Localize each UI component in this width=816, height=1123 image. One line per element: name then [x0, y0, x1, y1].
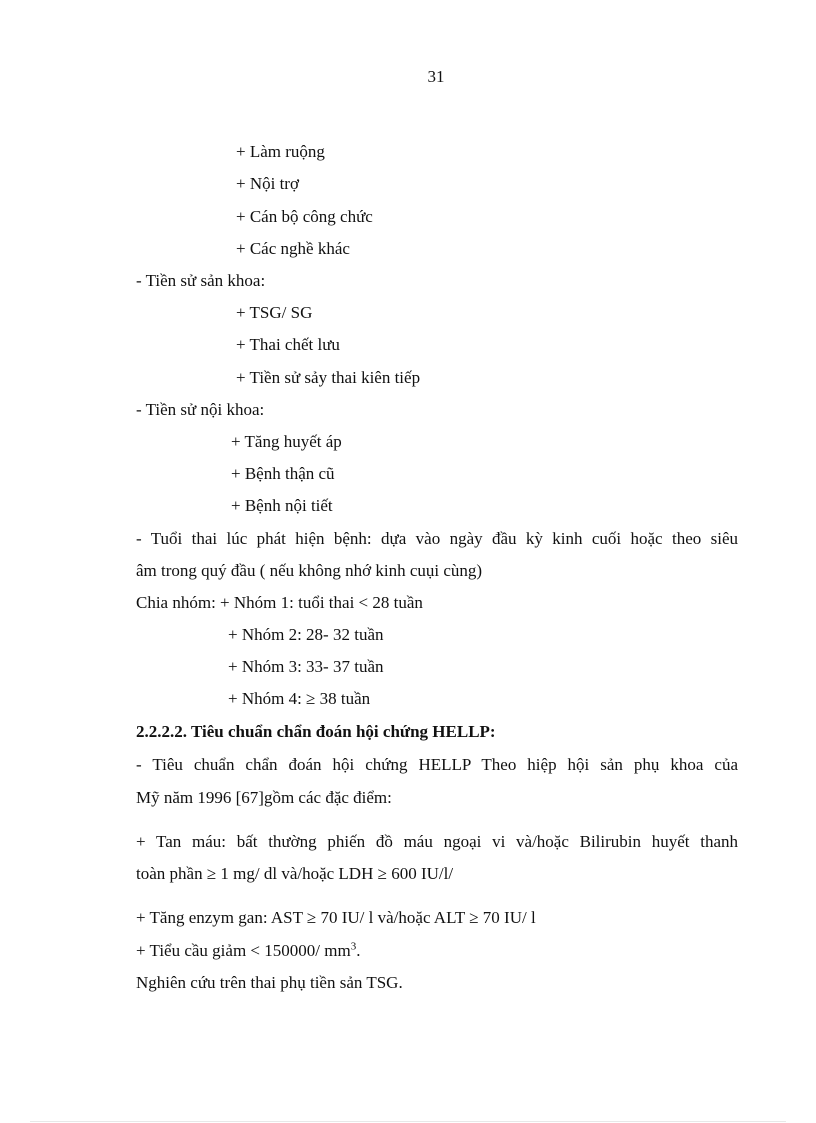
hellp-intro-line: Mỹ năm 1996 [67]gồm các đặc điểm:	[136, 788, 392, 807]
group-line: Chia nhóm: + Nhóm 1: tuổi thai < 28 tuần	[136, 593, 423, 612]
hemolysis-line: toàn phần ≥ 1 mg/ dl và/hoặc LDH ≥ 600 IU/l/	[136, 864, 454, 883]
liver-enzymes-line: + Tăng enzym gan: AST ≥ 70 IU/ l và/hoặc ALT ≥ 70 IU/ l	[136, 908, 536, 927]
list-item: + Thai chết lưu	[236, 335, 340, 354]
section-heading-medical: - Tiền sử nội khoa:	[136, 400, 265, 419]
list-item: + Nhóm 2: 28- 32 tuần	[228, 625, 384, 644]
gestational-age-paragraph-line: âm trong quý đầu ( nếu không nhớ kinh cuụi cùng)	[136, 561, 483, 580]
list-item: + Các nghề khác	[236, 239, 350, 258]
list-item: + Làm ruộng	[236, 142, 325, 161]
platelets-line	[136, 941, 360, 961]
gestational-age-paragraph-line: - Tuổi thai lúc phát hiện bệnh: dựa vào ngày đầu kỳ kinh cuối hoặc theo siêu	[136, 529, 738, 548]
platelets-superscript: 3	[350, 940, 357, 953]
hellp-intro-line: - Tiêu chuẩn chẩn đoán hội chứng HELLP Theo hiệp hội sản phụ khoa của	[136, 755, 738, 774]
list-item: + TSG/ SG	[236, 303, 313, 322]
list-item: + Nội trợ	[236, 174, 299, 193]
list-item: + Tăng huyết áp	[231, 432, 342, 451]
list-item: + Tiền sử sảy thai kiên tiếp	[236, 368, 421, 387]
platelets-end: .	[356, 941, 361, 960]
closing-line: Nghiên cứu trên thai phụ tiền sản TSG.	[136, 973, 403, 992]
list-item: + Bệnh thận cũ	[231, 464, 335, 483]
footer-rule	[30, 1121, 786, 1122]
platelets-text: + Tiểu cầu giảm < 150000/ mm	[136, 941, 351, 960]
list-item: + Cán bộ công chức	[236, 207, 373, 226]
section-heading-hellp: 2.2.2.2. Tiêu chuẩn chẩn đoán hội chứng HELLP:	[136, 722, 496, 741]
hemolysis-line: + Tan máu: bất thường phiến đồ máu ngoại vi và/hoặc Bilirubin huyết thanh	[136, 832, 738, 851]
list-item: + Bệnh nội tiết	[231, 496, 333, 515]
page-number: 31	[427, 67, 445, 86]
section-heading-obstetric: - Tiền sử sản khoa:	[136, 271, 266, 290]
list-item: + Nhóm 4: ≥ 38 tuần	[228, 689, 371, 708]
list-item: + Nhóm 3: 33- 37 tuần	[228, 657, 384, 676]
